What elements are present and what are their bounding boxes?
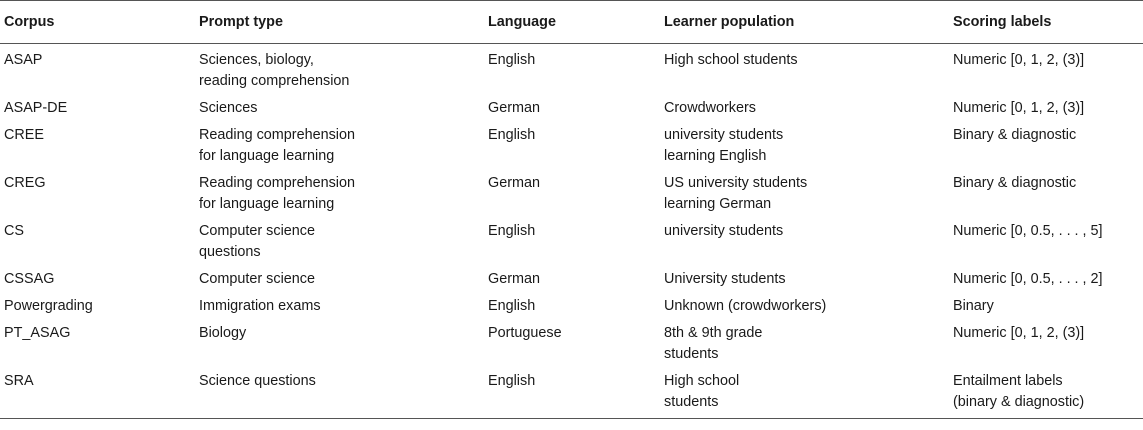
cell-text-line: Sciences, biology,	[199, 52, 314, 68]
cell-text-line: CSSAG	[4, 271, 55, 287]
table-row	[0, 368, 1143, 419]
cell-corpus	[0, 320, 195, 368]
cell-text-line: Sciences	[199, 100, 258, 116]
cell-scoring-labels	[949, 170, 1143, 218]
cell-prompt-type	[195, 218, 484, 266]
cell-corpus	[0, 95, 195, 122]
cell-text-line: Computer science	[199, 223, 315, 239]
cell-text-line: students	[664, 346, 719, 362]
cell-language	[484, 218, 660, 266]
cell-language	[484, 293, 660, 320]
cell-learner-population	[660, 293, 949, 320]
cell-language	[484, 320, 660, 368]
cell-text-line: High school students	[664, 52, 798, 68]
cell-text-line: English	[488, 127, 536, 143]
cell-learner-population	[660, 320, 949, 368]
cell-language	[484, 122, 660, 170]
cell-text-line: Biology	[199, 325, 247, 341]
header-language: Language	[488, 14, 556, 30]
cell-text-line: ASAP-DE	[4, 100, 68, 116]
cell-text-line: university students	[664, 127, 784, 143]
header-scoring-labels: Scoring labels	[953, 14, 1052, 30]
cell-language	[484, 368, 660, 419]
cell-text-line: Binary	[953, 298, 994, 314]
cell-text-line: questions	[199, 244, 261, 260]
cell-prompt-type	[195, 95, 484, 122]
cell-learner-population	[660, 122, 949, 170]
cell-text-line: Entailment labels	[953, 373, 1063, 389]
cell-learner-population	[660, 368, 949, 419]
cell-text-line: English	[488, 298, 536, 314]
cell-text-line: learning English	[664, 148, 767, 164]
cell-prompt-type	[195, 368, 484, 419]
cell-text-line: reading comprehension	[199, 73, 350, 89]
cell-text-line: English	[488, 223, 536, 239]
cell-learner-population	[660, 170, 949, 218]
cell-prompt-type	[195, 320, 484, 368]
cell-text-line: (binary & diagnostic)	[953, 394, 1085, 410]
cell-text-line: Reading comprehension	[199, 127, 355, 143]
cell-text-line: Numeric [0, 1, 2, (3)]	[953, 325, 1085, 341]
cell-text-line: CREG	[4, 175, 46, 191]
header-corpus: Corpus	[4, 14, 55, 30]
cell-text-line: University students	[664, 271, 786, 287]
cell-corpus	[0, 368, 195, 419]
cell-prompt-type	[195, 293, 484, 320]
table-row	[0, 266, 1143, 293]
cell-text-line: German	[488, 100, 540, 116]
cell-text-line: Numeric [0, 0.5, . . . , 2]	[953, 271, 1103, 287]
cell-learner-population	[660, 44, 949, 96]
cell-language	[484, 44, 660, 96]
cell-text-line: students	[664, 394, 719, 410]
cell-corpus	[0, 170, 195, 218]
cell-learner-population	[660, 266, 949, 293]
cell-corpus	[0, 122, 195, 170]
cell-corpus	[0, 44, 195, 96]
cell-text-line: Immigration exams	[199, 298, 321, 314]
table-row	[0, 218, 1143, 266]
cell-text-line: for language learning	[199, 196, 335, 212]
cell-text-line: High school	[664, 373, 740, 389]
cell-scoring-labels	[949, 218, 1143, 266]
header-learner-population: Learner population	[664, 14, 795, 30]
cell-text-line: 8th & 9th grade	[664, 325, 763, 341]
cell-text-line: German	[488, 271, 540, 287]
header-row	[0, 1, 1143, 44]
cell-text-line: Unknown (crowdworkers)	[664, 298, 827, 314]
cell-text-line: Portuguese	[488, 325, 562, 341]
table-row	[0, 170, 1143, 218]
cell-prompt-type	[195, 266, 484, 293]
cell-scoring-labels	[949, 368, 1143, 419]
table-row	[0, 293, 1143, 320]
cell-corpus	[0, 293, 195, 320]
cell-text-line: Crowdworkers	[664, 100, 756, 116]
cell-text-line: Powergrading	[4, 298, 93, 314]
cell-text-line: Numeric [0, 1, 2, (3)]	[953, 100, 1085, 116]
cell-text-line: CREE	[4, 127, 44, 143]
cell-text-line: ASAP	[4, 52, 43, 68]
table-row	[0, 95, 1143, 122]
cell-text-line: Numeric [0, 1, 2, (3)]	[953, 52, 1085, 68]
cell-scoring-labels	[949, 95, 1143, 122]
table-row	[0, 320, 1143, 368]
cell-scoring-labels	[949, 266, 1143, 293]
cell-prompt-type	[195, 170, 484, 218]
cell-scoring-labels	[949, 293, 1143, 320]
table-row	[0, 44, 1143, 96]
cell-scoring-labels	[949, 122, 1143, 170]
cell-text-line: learning German	[664, 196, 772, 212]
cell-text-line: Binary & diagnostic	[953, 175, 1077, 191]
cell-text-line: English	[488, 373, 536, 389]
table-body	[0, 44, 1143, 419]
cell-language	[484, 95, 660, 122]
table-header	[0, 1, 1143, 44]
cell-corpus	[0, 218, 195, 266]
cell-language	[484, 266, 660, 293]
cell-learner-population	[660, 218, 949, 266]
cell-text-line: SRA	[4, 373, 34, 389]
header-prompt-type: Prompt type	[199, 14, 283, 30]
cell-text-line: PT_ASAG	[4, 325, 71, 341]
cell-learner-population	[660, 95, 949, 122]
cell-text-line: German	[488, 175, 540, 191]
cell-text-line: Reading comprehension	[199, 175, 355, 191]
cell-text-line: university students	[664, 223, 784, 239]
cell-text-line: Binary & diagnostic	[953, 127, 1077, 143]
cell-scoring-labels	[949, 44, 1143, 96]
cell-text-line: Science questions	[199, 373, 316, 389]
cell-scoring-labels	[949, 320, 1143, 368]
cell-text-line: US university students	[664, 175, 808, 191]
cell-text-line: Numeric [0, 0.5, . . . , 5]	[953, 223, 1103, 239]
cell-language	[484, 170, 660, 218]
cell-corpus	[0, 266, 195, 293]
cell-text-line: English	[488, 52, 536, 68]
cell-prompt-type	[195, 44, 484, 96]
cell-text-line: CS	[4, 223, 24, 239]
cell-text-line: Computer science	[199, 271, 315, 287]
cell-text-line: for language learning	[199, 148, 335, 164]
table-row	[0, 122, 1143, 170]
cell-prompt-type	[195, 122, 484, 170]
